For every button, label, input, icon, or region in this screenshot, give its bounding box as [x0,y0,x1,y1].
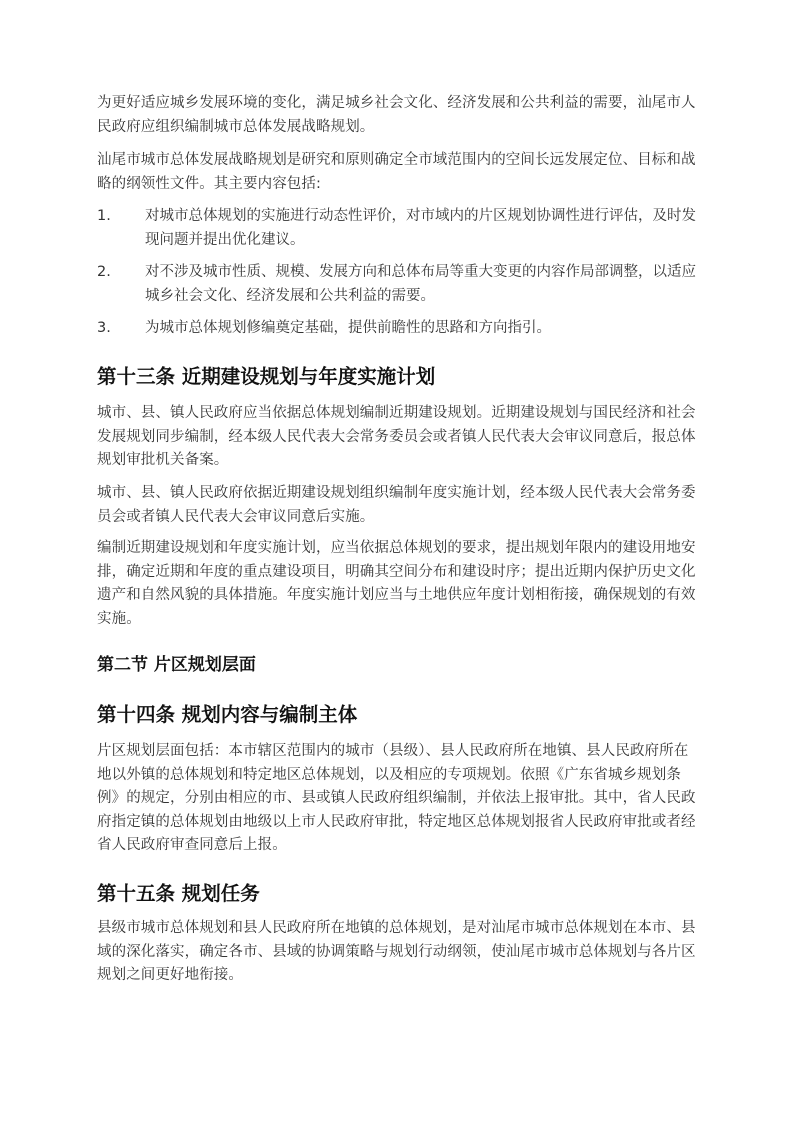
article-15-paragraph-1: 县级市城市总体规划和县人民政府所在地镇的总体规划，是对汕尾市城市总体规划在本市、县域的深化落实，确定各市、县域的协调策略与规划行动纲领，使汕尾市城市总体规划与各片区规划之间更好地衔接。 [97,920,696,983]
article-15-heading: 第十五条 规划任务 [97,882,260,905]
article-13-paragraph-2: 城市、县、镇人民政府依据近期建设规划组织编制年度实施计划，经本级人民代表大会常务委员会或者镇人民代表大会审议同意后实施。 [97,485,696,525]
list-item-number: 3. [97,320,111,336]
article-14-paragraph-1: 片区规划层面包括：本市辖区范围内的城市（县级）、县人民政府所在地镇、县人民政府所在地以外镇的总体规划和特定地区总体规划，以及相应的专项规划。依照《广东省城乡规划条例》的规定，分别由相应的市、县或镇人民政府组织编制，并依法上报审批。其中，省人民政府指定镇的总体规划由地级以上市人民政府审批，特定地区总体规划报省人民政府审批或者经省人民政府审查同意后上报。 [97,743,696,853]
list-item-text: 对城市总体规划的实施进行动态性评价，对市域内的片区规划协调性进行评估，及时发现问题并提出优化建议。 [145,208,696,248]
article-13-heading: 第十三条 近期建设规划与年度实施计划 [97,365,436,388]
list-item-text: 对不涉及城市性质、规模、发展方向和总体布局等重大变更的内容作局部调整，以适应城乡社会文化、经济发展和公共利益的需要。 [145,264,696,304]
section-2-heading: 第二节 片区规划层面 [97,655,256,675]
article-13-paragraph-3: 编制近期建设规划和年度实施计划，应当依据总体规划的要求，提出规划年限内的建设用地安排，确定近期和年度的重点建设项目，明确其空间分布和建设时序；提出近期内保护历史文化遗产和自然风貌的具体措施。年度实施计划应当与土地供应年度计划相衔接，确保规划的有效实施。 [97,540,696,627]
intro-paragraph-2: 汕尾市城市总体发展战略规划是研究和原则确定全市域范围内的空间长远发展定位、目标和战略的纲领性文件。其主要内容包括: [97,152,696,192]
list-item-number: 1. [97,208,111,224]
list-item-number: 2. [97,264,111,280]
list-item-text: 为城市总体规划修编奠定基础，提供前瞻性的思路和方向指引。 [145,320,551,336]
article-14-heading: 第十四条 规划内容与编制主体 [97,703,358,726]
article-13-paragraph-1: 城市、县、镇人民政府应当依据总体规划编制近期建设规划。近期建设规划与国民经济和社会发展规划同步编制，经本级人民代表大会常务委员会或者镇人民代表大会审议同意后，报总体规划审批机关备案。 [97,405,696,468]
intro-paragraph-1: 为更好适应城乡发展环境的变化，满足城乡社会文化、经济发展和公共利益的需要，汕尾市人民政府应组织编制城市总体发展战略规划。 [97,95,696,135]
